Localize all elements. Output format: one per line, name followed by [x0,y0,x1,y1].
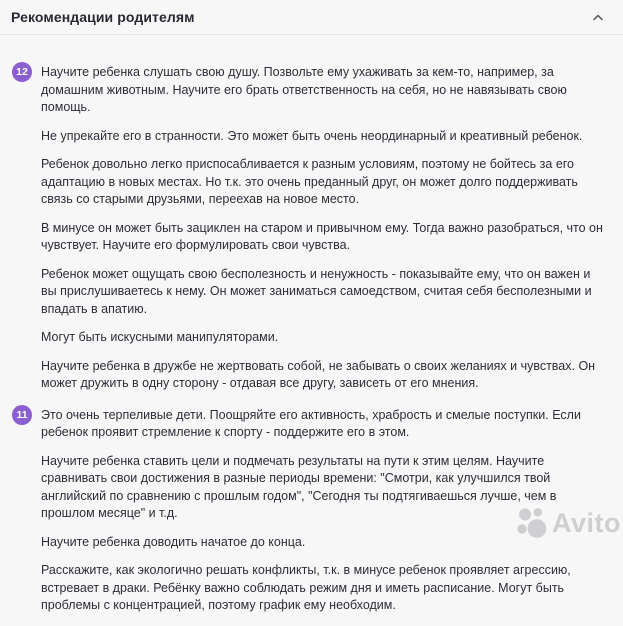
paragraph: Ребенок может ощущать свою бесполезность и ненужность - показывайте ему, что он важен и вы прислушиваетесь к нему. Он может заниматься самоедством, считая себя бесполезными и впадать в апатию. [41,266,592,316]
recommendation-item-11 [12,407,603,626]
paragraph: Ребенок довольно легко приспосабливается к разным условиям, поэтому не бойтесь за его адаптацию в новых местах. Но т.к. это очень преданный друг, он может долго поддерживать связь со старыми друзьями, переехав на новое место. [41,157,578,206]
watermark-text: Avito [552,507,621,538]
paragraph: Научите ребенка ставить цели и подмечать результаты на пути к этим целям. Научите сравнивать свои достижения в разные периоды времени: "Смотри, как улучшился твой английский по сравнению с прошлым годом", "Сегодня ты подтягиваешься лучше, чем в прошлом месяце" и т.д. [41,453,557,520]
paragraph: Это очень терпеливые дети. Поощряйте его активность, храбрость и смелые поступки. Если ребенок проявит стремление к спорту - поддержите его в этом. [41,407,581,439]
panel-title: Рекомендации родителям [11,9,195,25]
item-number-badge: 12 [12,62,32,82]
paragraph: Научите ребенка слушать свою душу. Позвольте ему ухаживать за кем-то, например, за домашним животным. Научите его брать ответственность на себя, но не навязывать свою помощь. [41,65,567,114]
paragraph: Научите ребенка в дружбе не жертвовать собой, не забывать о своих желаниях и чувствах. Он может дружить в одну сторону - отдавая все другу, зависеть от его мнения. [41,358,596,390]
panel-header[interactable] [0,0,623,35]
item-number-badge: 11 [12,405,32,425]
paragraph: Могут быть искусными манипуляторами. [41,330,279,344]
paragraph: Расскажите, как экологично решать конфликты, т.к. в минусе ребенок проявляет агрессию, встревает в драки. Ребёнку важно соблюдать режим дня и иметь расписание. Могут быть проблемы с концентрацией, поэтому график ему необходим. [41,563,571,612]
item-paragraphs [41,407,603,626]
paragraph: Научите ребенка доводить начатое до конца. [41,534,306,549]
chevron-up-icon[interactable] [591,12,605,22]
paragraph: В минусе он может быть зациклен на старом и привычном ему. Тогда важно разобраться, что он чувствует. Научите его формулировать свои чувства. [41,220,603,252]
item-paragraphs [41,64,603,404]
recommendations-list [0,35,623,626]
recommendation-item-12 [12,64,603,404]
paragraph: Не упрекайте его в странности. Это может быть очень неординарный и креативный ребенок. [41,128,583,143]
